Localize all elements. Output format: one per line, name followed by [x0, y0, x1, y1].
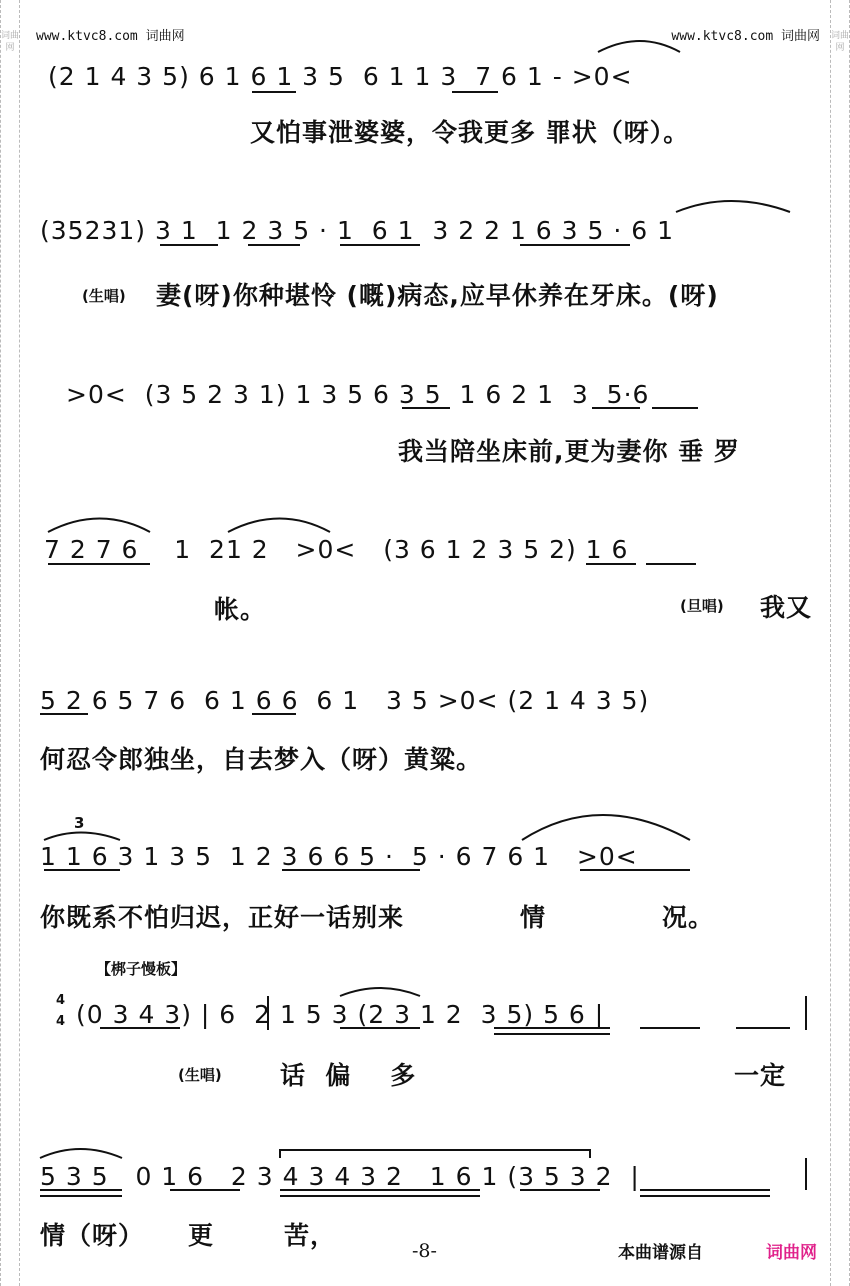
- header-watermark-right: www.ktvc8.com 词曲网: [671, 29, 820, 44]
- page-number: -8-: [412, 1240, 437, 1262]
- lyric-line-3: 我当陪坐床前,更为妻你 垂 罗: [398, 437, 740, 466]
- section-title: 【梆子慢板】: [96, 960, 187, 978]
- brand-logo: 词曲网: [766, 1243, 817, 1263]
- bracket-mark: [280, 1150, 590, 1158]
- time-sig-bottom: 4: [56, 1014, 66, 1029]
- lyric-line-6c: 况。: [662, 903, 715, 932]
- source-note: 本曲谱源自: [618, 1243, 703, 1263]
- lyric-line-1: 又怕事泄婆婆，令我更多 罪状（呀）。: [250, 118, 690, 147]
- lyric-line-7b: 一定: [734, 1061, 787, 1090]
- notation-line-8: 5 3 5 0 1 6 2 3 4 3 4 3 2 1 6 1 (3 5 3 2 |: [40, 1162, 640, 1191]
- lyric-line-6a: 你既系不怕归迟，正好一话别来: [40, 903, 405, 932]
- singer-label: (生唱): [82, 287, 126, 305]
- slur-mark: [676, 201, 790, 212]
- singer-label: (旦唱): [680, 597, 724, 615]
- slur-mark: [40, 1149, 122, 1158]
- slur-mark: [522, 815, 690, 840]
- slur-mark: [48, 519, 150, 533]
- time-sig-top: 4: [56, 993, 66, 1008]
- left-watermark-strip: [0, 0, 20, 1286]
- notation-line-2: (35231) 3 1 1 2 3 5 · 1 6 1 3 2 2 1 6 3 5 · 6 1: [40, 216, 675, 245]
- triplet-mark: 3: [74, 814, 85, 832]
- notation-line-1: (2 1 4 3 5) 6 1 6 1 3 5 6 1 1 3 7 6 1 - >0<: [48, 62, 633, 91]
- lyric-line-5: 何忍令郎独坐，自去梦入（呀）黄粱。: [40, 745, 483, 774]
- lyric-line-7a: 话 偏 多: [280, 1061, 417, 1090]
- slur-mark: [228, 519, 330, 533]
- lyric-line-4b: 我又: [760, 593, 813, 622]
- notation-line-3: >0< (3 5 2 3 1) 1 3 5 6 3 5 1 6 2 1 3 5·6: [66, 380, 650, 409]
- lyric-line-8b: 更: [188, 1221, 215, 1250]
- lyric-line-2: 妻(呀)你种堪怜 (嘅)病态,应早休养在牙床。(呀): [156, 281, 719, 310]
- header-watermark-left: www.ktvc8.com 词曲网: [36, 29, 185, 44]
- lyric-line-4a: 帐。: [214, 595, 267, 624]
- slur-mark: [44, 833, 120, 841]
- notation-line-7: (0 3 4 3) | 6 2 1 5 3 (2 3 1 2 3 5) 5 6 |: [76, 1000, 605, 1029]
- singer-label: (生唱): [178, 1066, 222, 1084]
- slur-mark: [598, 41, 680, 52]
- slur-mark: [340, 988, 420, 996]
- lyric-line-8c: 苦，: [284, 1221, 337, 1250]
- lyric-line-8a: 情（呀）: [40, 1221, 145, 1250]
- notation-line-5: 5 2 6 5 7 6 6 1 6 6 6 1 3 5 >0< (2 1 4 3 5): [40, 686, 650, 715]
- notation-line-4: 7 2 7 6 1 21 2 >0< (3 6 1 2 3 5 2) 1 6: [44, 535, 629, 564]
- side-watermark: 词曲网: [831, 31, 850, 53]
- lyric-line-6b: 情: [520, 903, 547, 932]
- side-watermark: 词曲网: [1, 31, 20, 53]
- notation-line-6: 1 1 6 3 1 3 5 1 2 3 6 6 5 · 5 · 6 7 6 1 >0<: [40, 842, 638, 871]
- right-watermark-strip: [830, 0, 850, 1286]
